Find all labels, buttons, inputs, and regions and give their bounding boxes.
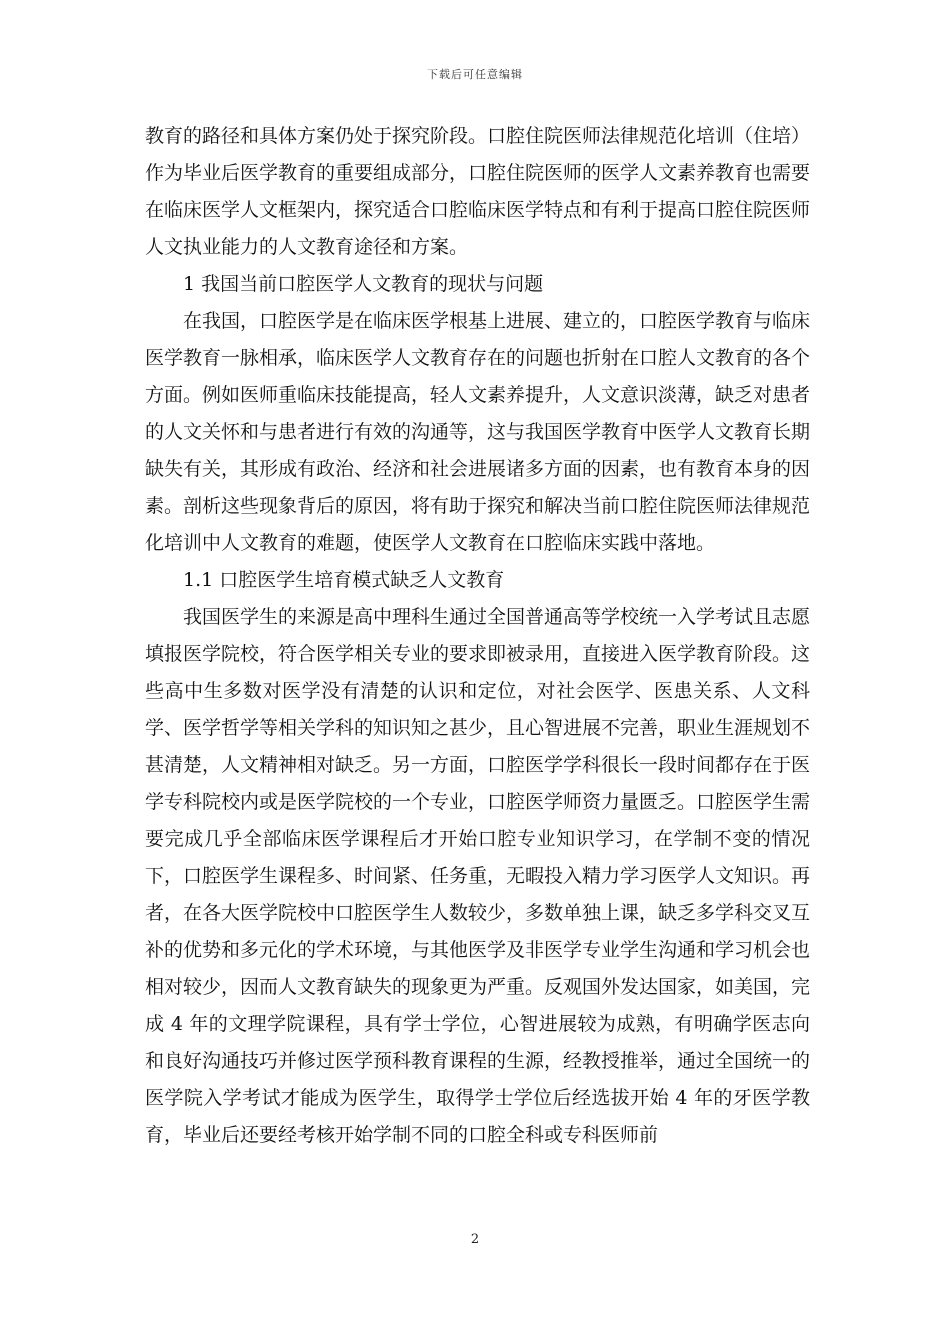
- paragraph-intro: 教育的路径和具体方案仍处于探究阶段。口腔住院医师法律规范化培训（住培）作为毕业后医学教育的重要组成部分，口腔住院医师的医学人文素养教育也需要在临床医学人文框架内，探究适合口腔临床医学特点和有利于提高口腔住院医师人文执业能力的人文教育途径和方案。: [145, 125, 811, 258]
- section-heading-1-1: 1.1 口腔医学生培育模式缺乏人文教育: [183, 569, 505, 591]
- paragraph-training-model: 我国医学生的来源是高中理科生通过全国普通高等学校统一入学考试且志愿填报医学院校，符合医学相关专业的要求即被录用，直接进入医学教育阶段。这些高中生多数对医学没有清楚的认识和定位，对社会医学、医患关系、人文科学、医学哲学等相关学科的知识知之甚少，且心智进展不完善，职业生涯规划不甚清楚，人文精神相对缺乏。另一方面，口腔医学学科很长一段时间都存在于医学专科院校内或是医学院校的一个专业，口腔医学师资力量匮乏。口腔医学生需要完成几乎全部临床医学课程后才开始口腔专业知识学习，在学制不变的情况下，口腔医学生课程多、时间紧、任务重，无暇投入精力学习医学人文知识。再者，在各大医学院校中口腔医学生人数较少，多数单独上课，缺乏多学科交叉互补的优势和多元化的学术环境，与其他医学及非医学专业学生沟通和学习机会也相对较少，因而人文教育缺失的现象更为严重。反观国外发达国家，如美国，完成 4 年的文理学院课程，具有学士学位，心智进展较为成熟，有明确学医志向和良好沟通技巧并修过医学预科教育课程的生源，经教授推举，通过全国统一的医学院入学考试才能成为医学生，取得学士学位后经选拔开始 4 年的牙医学教育，毕业后还要经考核开始学制不同的口腔全科或专科医师前: [145, 606, 811, 1146]
- page-header: 下载后可任意编辑: [427, 68, 523, 81]
- page-number: 2: [470, 1232, 480, 1247]
- section-heading-1: 1 我国当前口腔医学人文教育的现状与问题: [183, 273, 544, 295]
- paragraph-current-status: 在我国，口腔医学是在临床医学根基上进展、建立的，口腔医学教育与临床医学教育一脉相承，临床医学人文教育存在的问题也折射在口腔人文教育的各个方面。例如医师重临床技能提高，轻人文素养提升，人文意识淡薄，缺乏对患者的人文关怀和与患者进行有效的沟通等，这与我国医学教育中医学人文教育长期缺失有关，其形成有政治、经济和社会进展诸多方面的因素，也有教育本身的因素。剖析这些现象背后的原因，将有助于探究和解决当前口腔住院医师法律规范化培训中人文教育的难题，使医学人文教育在口腔临床实践中落地。: [145, 310, 811, 554]
- document-body: [145, 118, 810, 1154]
